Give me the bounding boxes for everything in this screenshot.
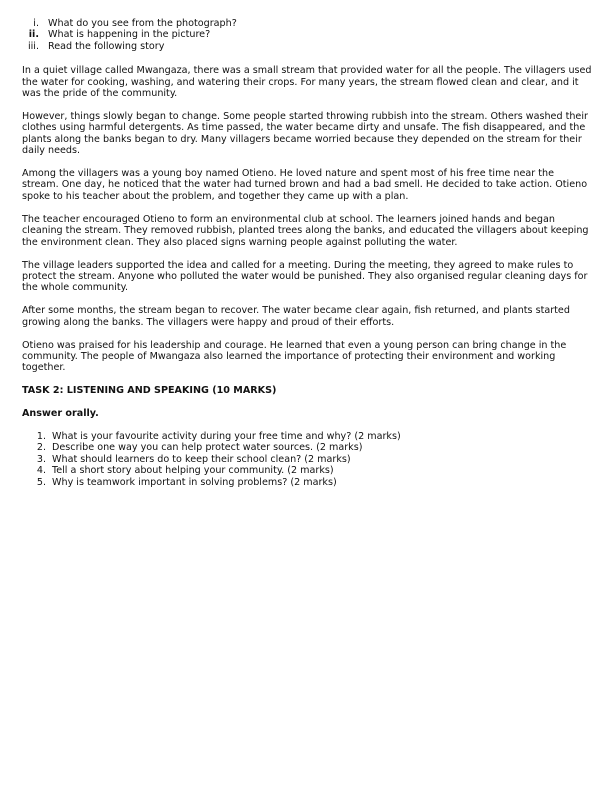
list-item: [22, 454, 592, 465]
list-number: i.: [33, 18, 39, 29]
list-text: Why is teamwork important in solving problems? (2 marks): [52, 476, 337, 488]
list-number: ii.: [28, 29, 39, 41]
document-page: [22, 18, 592, 488]
list-number: 3.: [36, 453, 46, 465]
task-question-list: [22, 431, 592, 488]
list-text: What do you see from the photograph?: [48, 18, 237, 29]
list-text: Tell a short story about helping your community. (2 marks): [52, 465, 334, 477]
list-text: Describe one way you can help protect water sources. (2 marks): [52, 442, 363, 454]
list-text: What is your favourite activity during your free time and why? (2 marks): [52, 431, 401, 443]
story-paragraph: However, things slowly began to change. Some people started throwing rubbish into the stream. Others washed their clothes using harmful detergents. As time passed, the water became dirty and unsafe. The fish disappeared, and the plants along the banks began to dry. Many villagers became worried because they depended on the stream for their daily needs.: [22, 110, 588, 157]
list-text: What is happening in the picture?: [48, 29, 211, 41]
list-item: [22, 41, 592, 52]
list-number: 5.: [36, 476, 46, 488]
story-paragraph: In a quiet village called Mwangaza, there was a small stream that provided water for all the people. The villagers used the water for cooking, washing, and watering their crops. For many years, the stream flowed clean and clear, and it was the pride of the community.: [22, 65, 592, 100]
list-number: 1.: [36, 431, 46, 443]
intro-question-list: [22, 18, 592, 52]
story-text: [22, 65, 592, 374]
list-item: [22, 18, 592, 29]
list-item: [22, 442, 592, 453]
story-paragraph: After some months, the stream began to recover. The water became clear again, fish returned, and plants started growing along the banks. The villagers were happy and proud of their efforts.: [22, 305, 570, 328]
list-item: [22, 29, 592, 40]
list-item: [22, 465, 592, 476]
task-heading: TASK 2: LISTENING AND SPEAKING (10 MARKS): [22, 385, 277, 397]
list-item: [22, 431, 592, 442]
story-paragraph: The village leaders supported the idea and called for a meeting. During the meeting, they agreed to make rules to protect the stream. Anyone who polluted the water would be punished. They also organised regular cleaning days for the whole community.: [22, 259, 588, 294]
list-text: What should learners do to keep their school clean? (2 marks): [52, 453, 351, 465]
list-number: 4.: [36, 465, 46, 477]
list-number: 2.: [36, 442, 46, 454]
list-text: Read the following story: [48, 40, 165, 52]
story-paragraph: Among the villagers was a young boy named Otieno. He loved nature and spent most of his free time near the stream. One day, he noticed that the water had turned brown and had a bad smell. He decided to take action. Otieno spoke to his teacher about the problem, and together they came up with a plan.: [22, 168, 588, 202]
list-item: [22, 477, 592, 488]
story-paragraph: Otieno was praised for his leadership and courage. He learned that even a young person can bring change in the community. The people of Mwangaza also learned the importance of protecting their environment and working together.: [22, 339, 567, 374]
task-instruction: Answer orally.: [22, 408, 99, 420]
story-paragraph: The teacher encouraged Otieno to form an environmental club at school. The learners joined hands and began cleaning the stream. They removed rubbish, planted trees along the banks, and educated the villagers about keeping the environment clean. They also placed signs warning people against polluting the water.: [22, 213, 589, 248]
list-number: iii.: [27, 40, 39, 52]
